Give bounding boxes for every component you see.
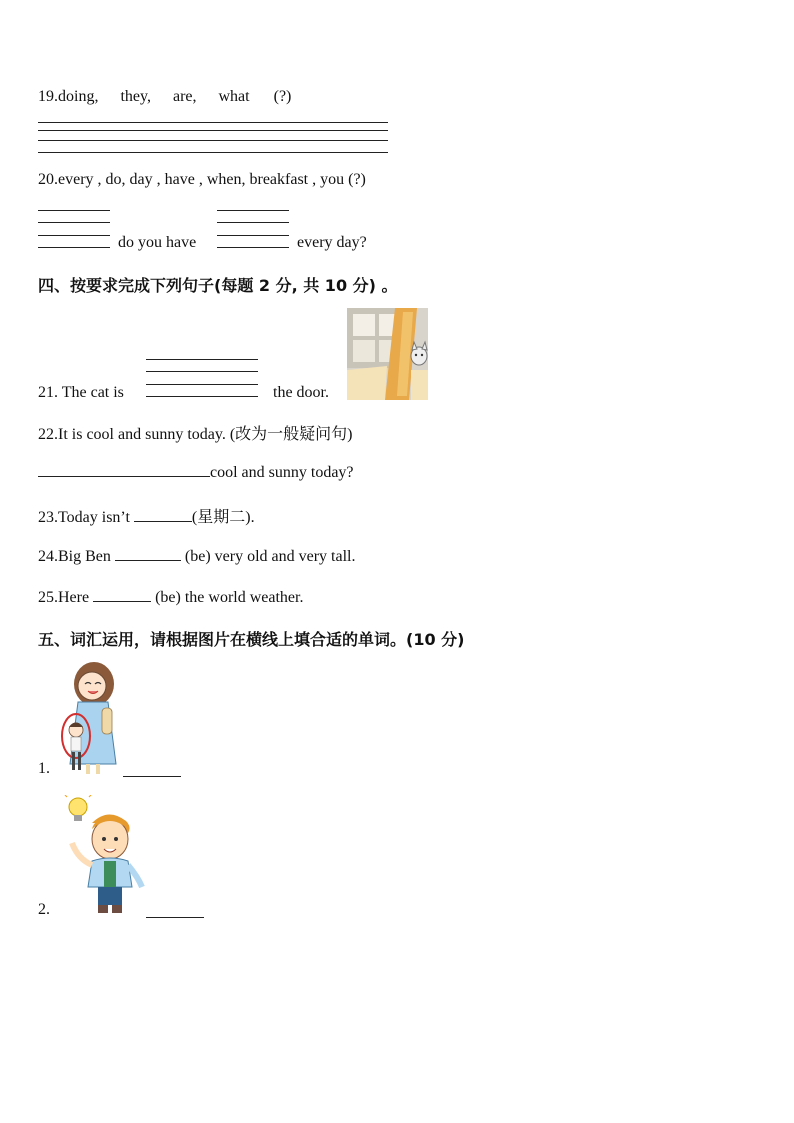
q19-answer-line-1[interactable]	[38, 122, 388, 123]
q24-blank[interactable]	[115, 546, 181, 561]
q21-blank-line-4[interactable]	[146, 396, 258, 397]
q20-blank-b-line-4[interactable]	[217, 247, 289, 248]
section-4-title: 四、按要求完成下列句子(每题 2 分, 共 10 分) 。	[38, 276, 398, 295]
q21-start	[38, 384, 124, 402]
q20-middle-text: do you have	[118, 234, 197, 251]
q21-number: 21	[38, 384, 54, 401]
q19-answer-line-2[interactable]	[38, 130, 388, 131]
q20-blank-a-line-1[interactable]	[38, 210, 110, 211]
q25-number: 25.	[38, 589, 58, 606]
q20-blank-b-line-3[interactable]	[217, 235, 289, 236]
q23-blank[interactable]	[134, 507, 192, 522]
q25-end: (be) the world weather.	[155, 589, 304, 606]
vocab-1-blank[interactable]	[123, 762, 181, 777]
q23-number: 23.	[38, 509, 58, 526]
cat-behind-door-picture	[347, 308, 428, 400]
section-5-title: 五、词汇运用，请根据图片在横线上填合适的单词。(10 分)	[38, 630, 465, 649]
q22-answer-row	[38, 462, 354, 482]
q20-prompt	[38, 171, 366, 189]
q19-answer-line-4[interactable]	[38, 152, 388, 153]
q20-blank-b-line-2[interactable]	[217, 222, 289, 223]
q21-blank-line-3[interactable]	[146, 384, 258, 385]
q20-blank-a-line-3[interactable]	[38, 235, 110, 236]
vocab-1-row	[38, 760, 50, 778]
vocab-2-row	[38, 901, 50, 919]
q21-blank-line-1[interactable]	[146, 359, 258, 360]
mother-and-child-picture	[58, 660, 124, 774]
q19-word-3: are,	[172, 88, 197, 105]
q19-word-4: what	[218, 88, 250, 105]
q25-blank[interactable]	[93, 587, 151, 602]
q20-blank-a-line-4[interactable]	[38, 247, 110, 248]
q24-row	[38, 546, 356, 566]
q25-row	[38, 587, 303, 607]
q19-number: 19.	[38, 88, 58, 105]
q20-end-text: every day?	[297, 234, 367, 251]
q20-words: every , do, day , have , when, breakfast , you (?)	[58, 171, 366, 188]
q20-number: 20.	[38, 171, 58, 188]
q20-blank-a-line-2[interactable]	[38, 222, 110, 223]
q19-word-5: (?)	[273, 88, 292, 105]
q22-text: It is cool and sunny today. (改为一般疑问句)	[58, 426, 353, 443]
q20-blank-b-line-1[interactable]	[217, 210, 289, 211]
q22-answer-blank[interactable]	[38, 462, 210, 477]
vocab-1-blank-wrap	[123, 762, 181, 782]
q23-row	[38, 504, 255, 527]
q24-start: Big Ben	[58, 548, 111, 565]
vocab-1-number: 1.	[38, 760, 50, 777]
q22-answer-tail: cool and sunny today?	[210, 464, 354, 481]
q24-end: (be) very old and very tall.	[184, 548, 356, 565]
vocab-2-blank[interactable]	[146, 903, 204, 918]
q22-number: 22.	[38, 426, 58, 443]
q21-start-text: . The cat is	[54, 384, 124, 401]
q22-prompt	[38, 421, 353, 444]
q19-word-1: doing,	[58, 88, 99, 105]
q24-number: 24.	[38, 548, 58, 565]
q25-start: Here	[58, 589, 90, 606]
q23-end: (星期二).	[191, 509, 255, 526]
q23-start: Today isn’t	[58, 509, 130, 526]
q21-end-text: the door.	[273, 384, 329, 401]
q19-answer-line-3[interactable]	[38, 140, 388, 141]
vocab-2-blank-wrap	[146, 903, 204, 923]
q21-blank-line-2[interactable]	[146, 371, 258, 372]
vocab-2-number: 2.	[38, 901, 50, 918]
q19-text	[38, 88, 291, 106]
boy-with-idea-picture	[64, 795, 148, 917]
q19-word-2: they,	[120, 88, 151, 105]
